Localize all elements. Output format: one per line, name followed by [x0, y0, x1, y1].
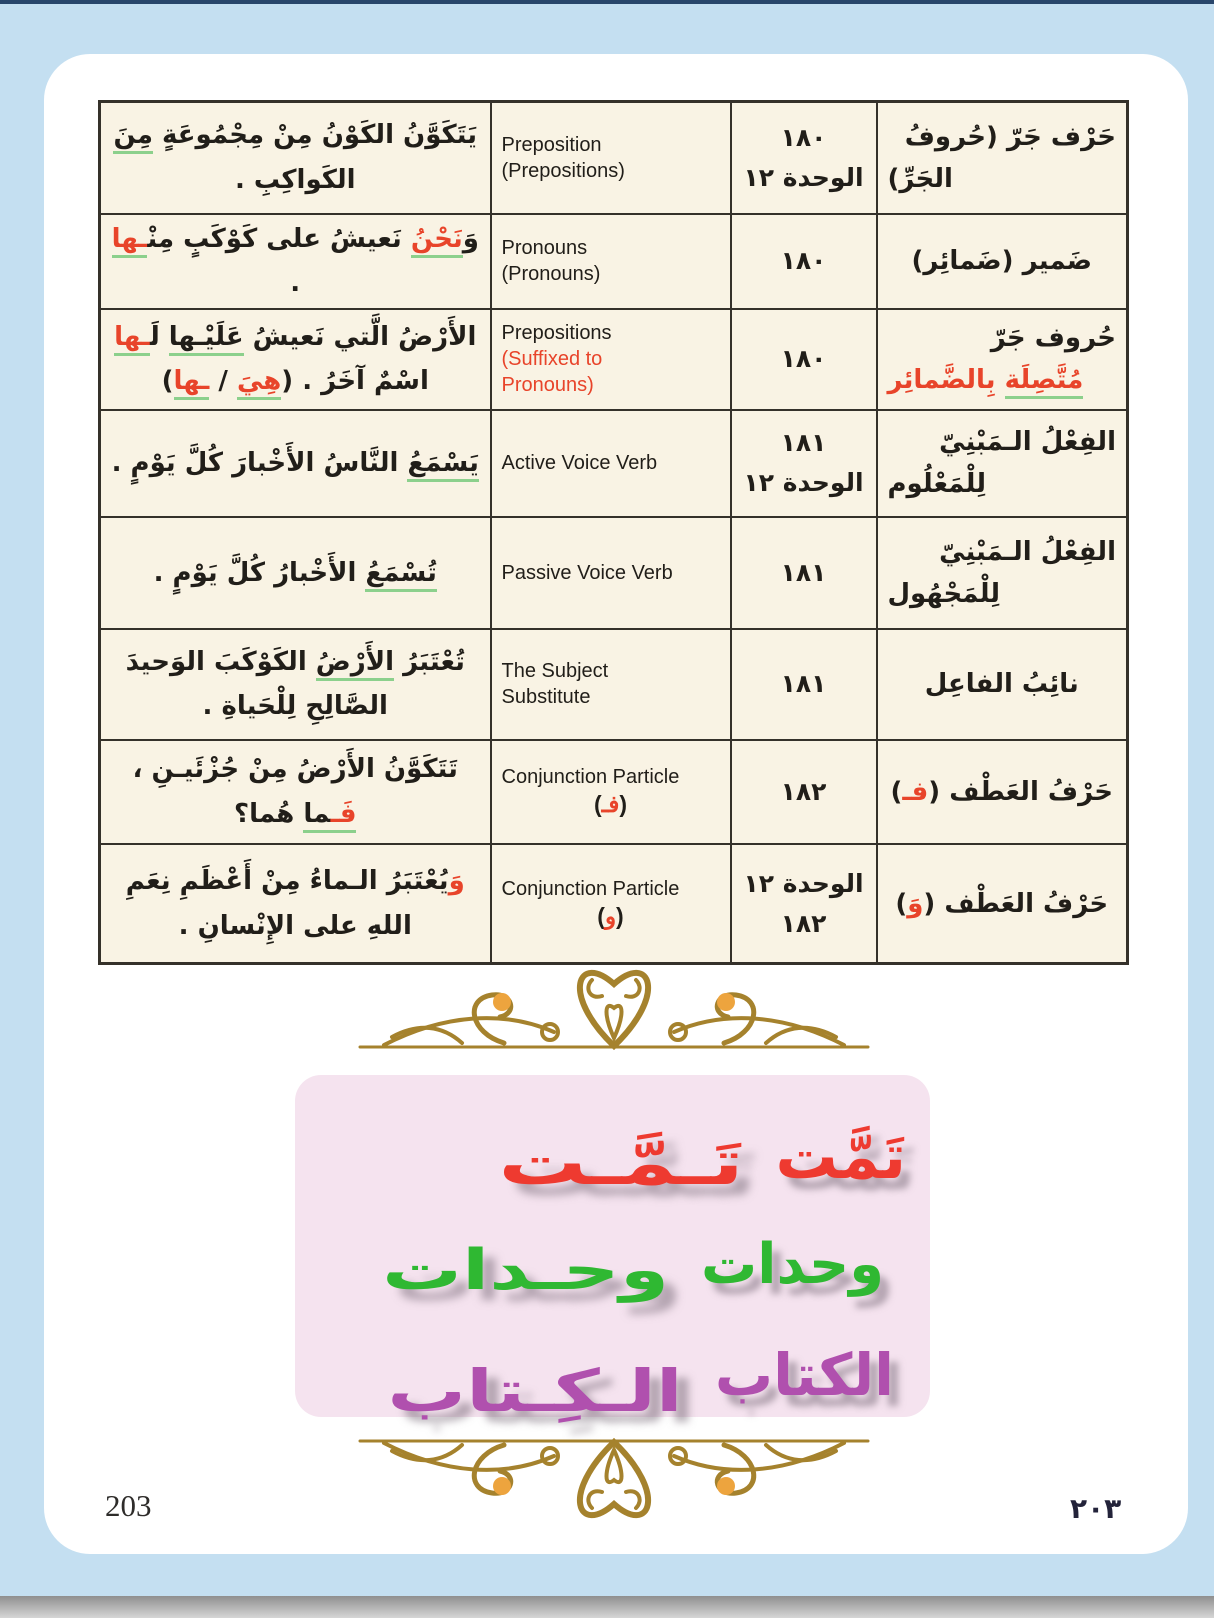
text-segment: لَ: [149, 321, 169, 352]
table-row: [100, 102, 1128, 214]
text-segment: Conjunction Particle: [501, 877, 680, 900]
text-segment: ما: [303, 799, 330, 833]
text-line: [742, 423, 866, 463]
text-segment: نَعيشُ على كَوْكَبٍ مِنْ: [147, 223, 411, 254]
text-segment: مُتَّصِلَة: [1005, 365, 1084, 399]
arabic-example-cell: [100, 629, 491, 740]
text-segment: نائِبُ الفاعِل: [924, 669, 1079, 700]
arabic-example-cell: [100, 102, 491, 214]
text-line: [888, 158, 1117, 200]
text-segment: الجَرِّ): [887, 163, 953, 194]
text-segment: Active Voice Verb: [501, 452, 658, 475]
text-segment: Passive Voice Verb: [501, 561, 673, 584]
text-segment: الوحدة ١٢: [743, 162, 864, 192]
text-segment: ١٨٠: [780, 122, 827, 152]
text-segment: Preposition: [501, 133, 602, 156]
text-line: [888, 240, 1117, 282]
text-segment: ): [161, 366, 174, 397]
arabic-term-cell: [877, 309, 1128, 410]
banner-word-echo: الـكِـتاب: [387, 1357, 683, 1425]
text-segment: ١٨٢: [780, 776, 827, 806]
text-line: [502, 790, 720, 820]
text-line: [502, 876, 720, 902]
arabic-term-cell: [877, 102, 1128, 214]
page-ref-cell: [731, 214, 877, 309]
text-line: [742, 118, 866, 158]
text-segment: الصَّالِحِ لِلْحَياةِ .: [202, 691, 388, 722]
text-line: [888, 883, 1117, 925]
arabic-example-cell: [100, 410, 491, 517]
english-term-cell: [491, 309, 731, 410]
text-segment: هِيَ: [237, 366, 281, 400]
text-segment: الوحدة ١٢: [743, 468, 864, 498]
text-line: [742, 463, 866, 503]
text-segment: ـها: [114, 322, 150, 356]
page-ref-cell: [731, 740, 877, 844]
text-line: [111, 551, 480, 596]
english-term-cell: [491, 629, 731, 740]
arabic-term-cell: [877, 844, 1128, 964]
text-segment: اللهِ على الإِنْسانِ .: [178, 910, 412, 941]
text-line: [502, 346, 720, 372]
page-ref-cell: [731, 410, 877, 517]
text-segment: The Subject: [501, 660, 609, 683]
text-segment: /: [209, 366, 237, 397]
text-line: [888, 317, 1117, 359]
english-term-cell: [491, 517, 731, 629]
text-segment: وَ: [907, 888, 924, 919]
scan-top-edge: [0, 0, 1214, 4]
text-line: [888, 463, 1117, 505]
text-segment: الأَرْضُ: [316, 647, 394, 681]
arabic-term-cell: [877, 629, 1128, 740]
grammar-index-table: [98, 100, 1129, 965]
table-row: [100, 629, 1128, 740]
text-segment: (Prepositions): [501, 159, 625, 182]
text-line: [502, 764, 720, 790]
text-segment: حَرْف جَرّ (حُروفُ: [904, 121, 1116, 152]
text-line: [502, 684, 720, 710]
text-line: [111, 792, 480, 837]
text-segment: ): [619, 790, 628, 817]
arabic-example-cell: [100, 740, 491, 844]
text-segment: هُما؟: [234, 798, 304, 829]
text-line: [502, 658, 720, 684]
text-line: [502, 372, 720, 398]
table-row: [100, 309, 1128, 410]
banner-word-main: وحدات: [701, 1232, 884, 1297]
text-segment: ١٨٢: [780, 908, 827, 938]
banner-line: [295, 1193, 930, 1303]
text-segment: ضَمير (ضَمائِر): [911, 246, 1092, 277]
text-line: [742, 339, 866, 379]
text-segment: و: [604, 902, 617, 929]
floral-ornament-top-icon: [354, 950, 874, 1068]
text-segment: .: [290, 268, 301, 299]
text-line: [111, 640, 480, 685]
text-segment: وَ: [462, 223, 479, 254]
text-line: [742, 553, 866, 593]
banner-line: [295, 1085, 930, 1199]
text-segment: ): [616, 902, 624, 929]
table-row: [100, 214, 1128, 309]
text-segment: اسْمٌ آخَرُ . (: [281, 366, 429, 397]
text-segment: حُروف جَرّ: [990, 323, 1116, 354]
text-line: [888, 359, 1117, 401]
arabic-term-cell: [877, 410, 1128, 517]
text-segment: نَحْنُ: [411, 224, 463, 258]
text-segment: Pronouns: [501, 237, 588, 260]
table-row: [100, 517, 1128, 629]
page-number-arabic: ٢٠٣: [1070, 1492, 1122, 1525]
text-segment: (Pronouns): [501, 263, 601, 286]
text-segment: فـ: [902, 776, 929, 807]
banner-word-main: الكتاب: [714, 1341, 894, 1409]
banner-word-echo: تَـمَّـت: [498, 1126, 744, 1199]
english-term-cell: [491, 844, 731, 964]
text-segment: تُعْتَبَرُ: [394, 646, 465, 677]
text-segment: Conjunction Particle: [501, 765, 680, 788]
text-line: [111, 315, 480, 360]
scan-bottom-edge: [0, 1596, 1214, 1618]
arabic-term-cell: [877, 740, 1128, 844]
text-line: [888, 573, 1117, 615]
text-segment: ١٨١: [780, 557, 827, 587]
table-row: [100, 844, 1128, 964]
text-line: [888, 663, 1117, 705]
text-line: [111, 359, 480, 404]
table-row: [100, 410, 1128, 517]
text-segment: حَرْفُ العَطْف (: [923, 888, 1109, 919]
text-segment: ): [890, 776, 903, 807]
text-segment: الأَخْبارُ كُلَّ يَوْمٍ .: [153, 557, 366, 588]
text-segment: الكَواكِبِ .: [234, 164, 356, 195]
text-line: [502, 560, 720, 586]
text-line: [742, 158, 866, 198]
page-number-latin: 203: [105, 1488, 152, 1523]
text-line: [111, 158, 480, 203]
page-ref-cell: [731, 102, 877, 214]
floral-ornament-bottom-icon: [354, 1420, 874, 1538]
text-line: [742, 664, 866, 704]
text-segment: ١٨١: [780, 428, 827, 458]
banner-word-main: تَمَّت: [775, 1120, 906, 1193]
text-segment: الأَرْضُ الَّتي نَعيشُ: [243, 321, 477, 352]
page-ref-cell: [731, 629, 877, 740]
text-line: [502, 320, 720, 346]
text-line: [111, 217, 480, 306]
text-line: [502, 450, 720, 476]
text-segment: حَرْفُ العَطْف (: [928, 776, 1114, 807]
grammar-table-body: [100, 102, 1128, 964]
text-segment: ـها: [174, 366, 210, 400]
text-segment: (: [597, 902, 605, 929]
text-line: [742, 241, 866, 281]
text-segment: Prepositions: [501, 322, 612, 345]
text-segment: الكَوْكَبَ الوَحيدَ: [125, 646, 316, 677]
text-line: [742, 864, 866, 904]
table-row: [100, 740, 1128, 844]
text-segment: بِالضَّمائِر: [887, 365, 1005, 396]
text-line: [502, 235, 720, 261]
english-term-cell: [491, 102, 731, 214]
text-line: [111, 904, 480, 949]
arabic-example-cell: [100, 214, 491, 309]
text-line: [888, 531, 1117, 573]
text-segment: يَسْمَعُ: [407, 448, 478, 482]
book-page: [44, 54, 1188, 1554]
text-line: [742, 904, 866, 944]
text-line: [111, 441, 480, 486]
text-line: [111, 747, 480, 792]
text-segment: مِنَ: [113, 120, 153, 154]
text-line: [888, 421, 1117, 463]
english-term-cell: [491, 410, 731, 517]
text-segment: Substitute: [501, 686, 591, 709]
text-segment: تُسْمَعُ: [365, 558, 436, 592]
arabic-term-cell: [877, 214, 1128, 309]
text-segment: ): [895, 888, 908, 919]
text-segment: الفِعْلُ الـمَبْنِيّ: [939, 427, 1116, 458]
english-term-cell: [491, 214, 731, 309]
text-segment: Pronouns): [501, 374, 594, 397]
page-ref-cell: [731, 844, 877, 964]
text-segment: النَّاسُ الأَخْبارَ كُلَّ يَوْمٍ .: [111, 448, 408, 479]
text-segment: الفِعْلُ الـمَبْنِيّ: [939, 536, 1116, 567]
text-segment: ١٨٠: [780, 246, 827, 276]
text-segment: (Suffixed to: [501, 348, 603, 371]
text-segment: ١٨١: [780, 669, 827, 699]
page-ref-cell: [731, 309, 877, 410]
page-ref-cell: [731, 517, 877, 629]
text-segment: ١٨٠: [780, 344, 827, 374]
text-segment: عَلَيْـها: [169, 322, 244, 356]
arabic-example-cell: [100, 309, 491, 410]
text-segment: لِلْمَعْلُوم: [887, 469, 986, 500]
text-segment: (: [593, 790, 602, 817]
text-line: [888, 771, 1117, 813]
text-segment: ـها: [112, 224, 148, 258]
arabic-term-cell: [877, 517, 1128, 629]
text-line: [502, 158, 720, 184]
banner-word-echo: وحـدات: [381, 1238, 670, 1303]
text-segment: لِلْمَجْهُول: [887, 578, 1001, 609]
arabic-example-cell: [100, 517, 491, 629]
text-line: [502, 261, 720, 287]
banner-line: [295, 1297, 930, 1425]
text-line: [742, 772, 866, 812]
text-line: [111, 684, 480, 729]
text-segment: يُعْتَبَرُ الـماءُ مِنْ أَعْظَمِ نِعَمِ: [125, 865, 449, 896]
arabic-example-cell: [100, 844, 491, 964]
english-term-cell: [491, 740, 731, 844]
text-line: [502, 902, 720, 932]
text-line: [111, 113, 480, 158]
text-segment: الوحدة ١٢: [743, 868, 864, 898]
text-segment: يَتَكَوَّنُ الكَوْنُ مِنْ مِجْمُوعَةٍ: [152, 120, 478, 151]
completion-banner: [295, 1075, 930, 1425]
text-segment: وَ: [448, 865, 465, 896]
text-line: [888, 116, 1117, 158]
text-line: [502, 132, 720, 158]
text-segment: فَـ: [331, 799, 357, 833]
text-segment: فـ: [601, 790, 620, 817]
text-segment: تَتَكَوَّنُ الأَرْضُ مِنْ جُزْئَيـنِ ،: [132, 754, 458, 785]
text-line: [111, 859, 480, 904]
